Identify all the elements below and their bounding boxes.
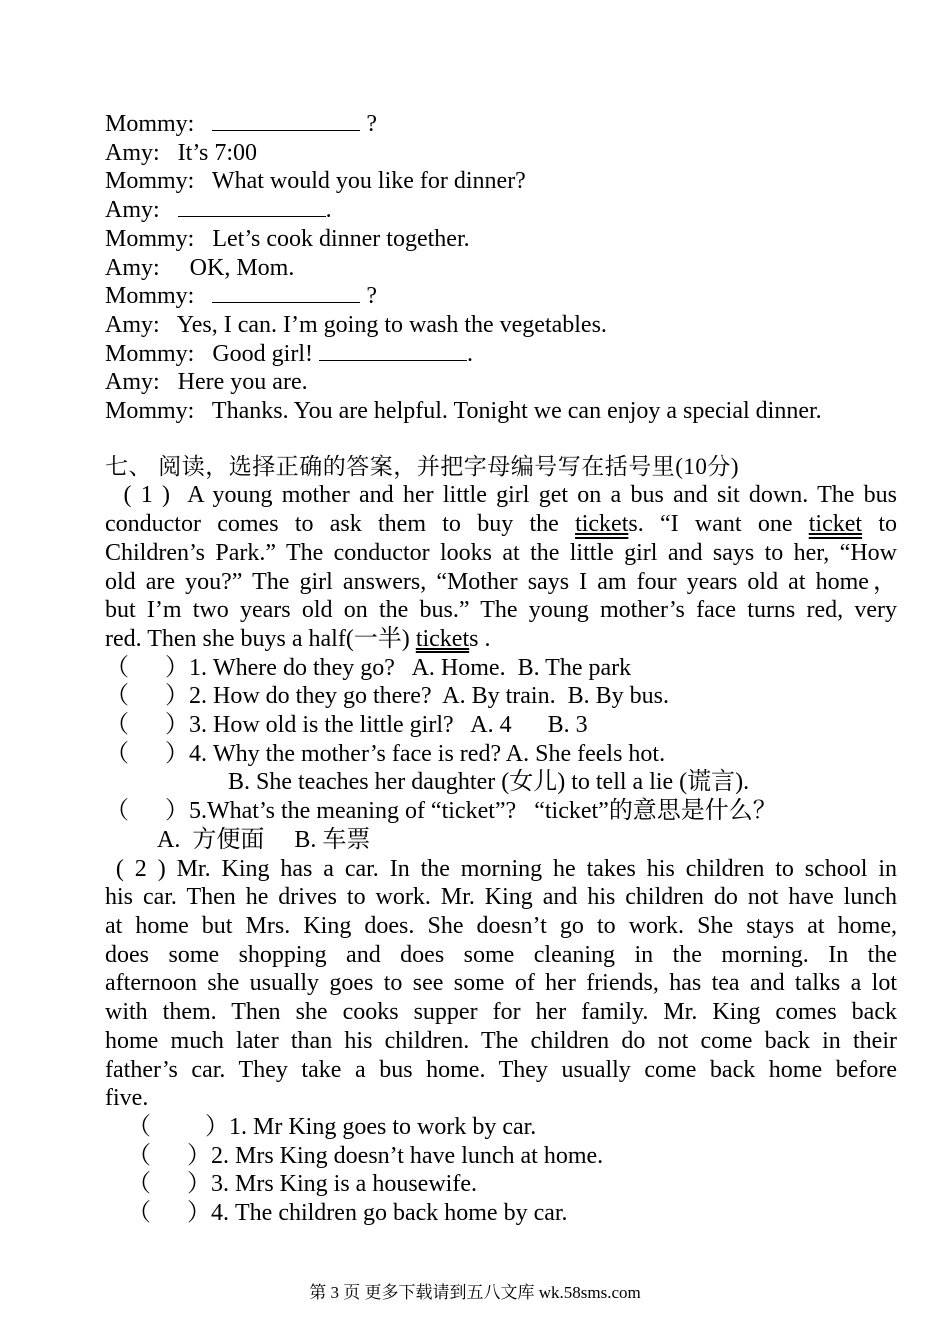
passage-1-questions bbox=[105, 654, 897, 855]
dialogue-line bbox=[105, 196, 897, 225]
question-text: 1. Where do they go? A. Home. B. The park bbox=[189, 654, 632, 681]
answer-paren[interactable]: （ ） bbox=[127, 1200, 211, 1227]
question-text: 4. Why the mother’s face is red? A. She feels hot. bbox=[189, 740, 666, 767]
dialogue-line bbox=[105, 311, 897, 340]
answer-paren[interactable]: （ ） bbox=[105, 712, 189, 739]
passage-line: five. bbox=[105, 1085, 149, 1112]
speaker: Amy: bbox=[105, 369, 160, 396]
question-item bbox=[127, 1199, 897, 1228]
passage-line: home much later than his children. The children do not come back in their bbox=[105, 1027, 897, 1054]
passage-line: with them. Then she cooks supper for her family. Mr. King comes back bbox=[105, 999, 897, 1026]
question-item bbox=[127, 1170, 897, 1199]
answer-paren[interactable]: （ ） bbox=[105, 654, 189, 681]
answer-blank[interactable] bbox=[212, 284, 360, 303]
question-item bbox=[127, 1142, 897, 1171]
speaker: Mommy: bbox=[105, 225, 195, 252]
question-text: 3. Mrs King is a housewife. bbox=[211, 1171, 477, 1198]
line-text: Yes, I can. I’m going to wash the vegetables. bbox=[176, 311, 607, 338]
speaker: Amy: bbox=[105, 254, 160, 281]
line-tail: . bbox=[467, 340, 473, 367]
passage-line: old are you?” The girl answers, “Mother says I am four years old at home， bbox=[105, 568, 897, 595]
speaker: Amy: bbox=[105, 311, 160, 338]
answer-paren[interactable]: （ ） bbox=[105, 798, 189, 825]
question-item bbox=[105, 711, 897, 740]
passage-line: ( 2 ) Mr. King has a car. In the morning he takes his children to school in bbox=[115, 855, 898, 882]
passage-line: red. Then she buys a half(一半) tickets . bbox=[105, 625, 491, 652]
answer-paren[interactable]: （ ） bbox=[127, 1171, 211, 1198]
answer-paren[interactable]: （ ） bbox=[105, 740, 189, 767]
passage-label: ( 2 ) bbox=[115, 855, 166, 882]
line-tail: . bbox=[325, 197, 332, 224]
dialogue-line bbox=[105, 340, 897, 369]
section-heading: 七、 阅读，选择正确的答案，并把字母编号写在括号里(10分) bbox=[105, 453, 740, 479]
question-text: A. 方便面 B. 车票 bbox=[157, 826, 371, 853]
speaker: Amy: bbox=[105, 197, 160, 224]
speaker: Mommy: bbox=[105, 398, 195, 425]
passage-line: his car. Then he drives to work. Mr. King and his children do not have lunch bbox=[105, 884, 897, 911]
line-text: Here you are. bbox=[177, 369, 308, 396]
question-item bbox=[127, 1113, 897, 1142]
speaker: Mommy: bbox=[105, 283, 195, 310]
dialogue-line bbox=[105, 254, 897, 283]
line-text: Let’s cook dinner together. bbox=[212, 225, 470, 252]
passage-2-questions bbox=[105, 1113, 897, 1228]
passage-1 bbox=[105, 481, 897, 653]
answer-paren[interactable]: （ ） bbox=[127, 1113, 229, 1140]
question-text: 2. How do they go there? A. By train. B. By bus. bbox=[189, 683, 669, 710]
answer-blank[interactable] bbox=[212, 112, 360, 131]
line-tail: ? bbox=[360, 111, 377, 137]
passage-2 bbox=[105, 855, 897, 1113]
dialogue-line bbox=[105, 225, 897, 254]
line-text: What would you like for dinner? bbox=[211, 168, 526, 195]
passage-label: ( 1 ) bbox=[123, 482, 171, 509]
question-text: B. She teaches her daughter (女儿) to tell a lie (谎言). bbox=[228, 769, 750, 796]
passage-line: father’s car. They take a bus home. They usually come back home before bbox=[105, 1056, 897, 1083]
question-text: 4. The children go back home by car. bbox=[211, 1200, 568, 1227]
passage-line: does some shopping and does some cleaning in the morning. In the bbox=[105, 941, 897, 968]
underlined-word: ticket bbox=[575, 511, 629, 538]
passage-line: Children’s Park.” The conductor looks at the little girl and says to her, “How bbox=[105, 539, 897, 566]
dialogue-line bbox=[105, 282, 897, 311]
dialogue-line bbox=[105, 397, 897, 426]
question-text: 1. Mr King goes to work by car. bbox=[229, 1113, 537, 1140]
question-text: 3. How old is the little girl? A. 4 B. 3 bbox=[189, 712, 588, 739]
speaker: Mommy: bbox=[105, 340, 195, 367]
page-footer: 第 3 页 更多下载请到五八文库 wk.58sms.com bbox=[309, 1283, 641, 1302]
worksheet-page bbox=[105, 110, 897, 1228]
dialogue-line bbox=[105, 139, 897, 168]
underlined-word: ticket bbox=[808, 511, 863, 538]
passage-line: ( 1 ) A young mother and her little girl get on a bus and sit down. The bus bbox=[123, 482, 897, 509]
line-text: Good girl! bbox=[212, 340, 319, 367]
line-tail: ? bbox=[360, 283, 377, 310]
dialogue-line bbox=[105, 167, 897, 196]
passage-line: conductor comes to ask them to buy the tickets. “I want one ticket to bbox=[105, 511, 897, 538]
question-text: 2. Mrs King doesn’t have lunch at home. bbox=[211, 1142, 604, 1169]
question-text: 5.What’s the meaning of “ticket”? “ticket”的意思是什么？ bbox=[189, 798, 777, 825]
question-item bbox=[105, 740, 897, 769]
question-item bbox=[105, 797, 897, 826]
dialogue-line bbox=[105, 110, 897, 139]
question-item bbox=[105, 654, 897, 683]
answer-blank[interactable] bbox=[319, 342, 467, 361]
speaker: Mommy: bbox=[105, 111, 195, 137]
line-text: Thanks. You are helpful. Tonight we can enjoy a special dinner. bbox=[211, 398, 822, 425]
speaker: Mommy: bbox=[105, 168, 195, 195]
line-text: It’s 7:00 bbox=[177, 139, 258, 166]
passage-line: at home but Mrs. King does. She doesn’t go to work. She stays at home, bbox=[105, 912, 897, 939]
passage-line: afternoon she usually goes to see some of her friends, has tea and talks a lot bbox=[105, 970, 897, 997]
question-option bbox=[105, 826, 897, 855]
answer-blank[interactable] bbox=[178, 198, 326, 217]
dialogue bbox=[105, 110, 897, 426]
line-text: OK, Mom. bbox=[189, 254, 295, 281]
underlined-word: ticket bbox=[415, 625, 470, 652]
answer-paren[interactable]: （ ） bbox=[127, 1142, 211, 1169]
question-option bbox=[105, 768, 897, 797]
question-item bbox=[105, 682, 897, 711]
dialogue-line bbox=[105, 368, 897, 397]
passage-line: but I’m two years old on the bus.” The young mother’s face turns red, very bbox=[105, 597, 897, 624]
answer-paren[interactable]: （ ） bbox=[105, 683, 189, 710]
speaker: Amy: bbox=[105, 139, 160, 166]
